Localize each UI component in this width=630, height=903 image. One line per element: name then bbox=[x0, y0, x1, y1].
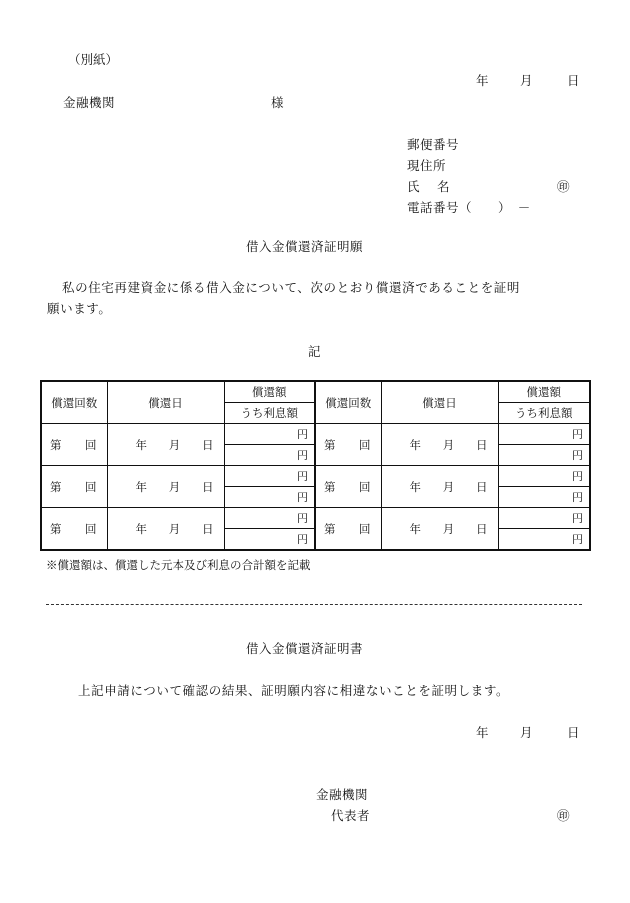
kai-text: 回 bbox=[85, 437, 97, 452]
year-text: 年 bbox=[135, 437, 147, 452]
kai-text: 回 bbox=[85, 479, 97, 494]
count-cell bbox=[41, 466, 107, 508]
amount-cell: 円 bbox=[224, 424, 315, 445]
header-interest: うち利息額 bbox=[224, 403, 315, 424]
table-footnote: ※償還額は、償還した元本及び利息の合計額を記載 bbox=[46, 558, 311, 572]
certificate-body: 上記申請について確認の結果、証明願内容に相違ないことを証明します。 bbox=[78, 683, 510, 698]
month-text: 月 bbox=[168, 479, 181, 494]
count-cell bbox=[315, 424, 381, 466]
addressee-honorific: 様 bbox=[271, 95, 284, 110]
day-text: 日 bbox=[202, 437, 214, 452]
address-label: 現住所 bbox=[407, 158, 447, 173]
table-row bbox=[41, 466, 590, 487]
cut-line-divider bbox=[46, 604, 582, 605]
certificate-day: 日 bbox=[567, 725, 580, 740]
kai-text: 回 bbox=[359, 437, 371, 452]
attachment-label: （別紙） bbox=[68, 52, 119, 67]
kai-text: 回 bbox=[359, 479, 371, 494]
day-text: 日 bbox=[476, 437, 488, 452]
date-cell bbox=[381, 424, 498, 466]
count-cell bbox=[41, 508, 107, 551]
count-cell bbox=[41, 424, 107, 466]
year-text: 年 bbox=[409, 521, 421, 536]
issuer-institution: 金融機関 bbox=[316, 787, 369, 802]
interest-cell: 円 bbox=[224, 529, 315, 551]
dai-text: 第 bbox=[324, 479, 336, 494]
day-text: 日 bbox=[476, 479, 488, 494]
interest-cell: 円 bbox=[224, 445, 315, 466]
certificate-month: 月 bbox=[520, 725, 533, 740]
dai-text: 第 bbox=[50, 521, 62, 536]
header-count: 償還回数 bbox=[315, 381, 381, 424]
kai-text: 回 bbox=[359, 521, 371, 536]
table-row bbox=[41, 424, 590, 445]
month-text: 月 bbox=[442, 479, 455, 494]
amount-cell: 円 bbox=[224, 466, 315, 487]
date-month: 月 bbox=[520, 73, 533, 88]
table-row bbox=[41, 508, 590, 529]
table-header-row bbox=[41, 381, 590, 403]
header-count: 償還回数 bbox=[41, 381, 107, 424]
dai-text: 第 bbox=[50, 437, 62, 452]
header-date: 償還日 bbox=[107, 381, 224, 424]
postal-code-label: 郵便番号 bbox=[407, 137, 460, 152]
interest-cell: 円 bbox=[224, 487, 315, 508]
year-text: 年 bbox=[409, 437, 421, 452]
header-interest: うち利息額 bbox=[498, 403, 590, 424]
addressee-institution: 金融機関 bbox=[63, 95, 116, 110]
date-cell bbox=[107, 508, 224, 551]
phone-label: 電話番号（ ） － bbox=[407, 200, 531, 215]
issuer-seal: ㊞ bbox=[557, 808, 570, 823]
amount-cell: 円 bbox=[498, 508, 590, 529]
interest-cell: 円 bbox=[498, 445, 590, 466]
issuer-representative: 代表者 bbox=[331, 808, 371, 823]
interest-cell: 円 bbox=[498, 529, 590, 551]
header-date: 償還日 bbox=[381, 381, 498, 424]
day-text: 日 bbox=[202, 521, 214, 536]
date-year: 年 bbox=[476, 73, 489, 88]
dai-text: 第 bbox=[50, 479, 62, 494]
repayment-table bbox=[40, 380, 591, 551]
month-text: 月 bbox=[168, 437, 181, 452]
ki-label: 記 bbox=[308, 344, 321, 359]
dai-text: 第 bbox=[324, 521, 336, 536]
month-text: 月 bbox=[442, 521, 455, 536]
name-label-2: 名 bbox=[437, 179, 450, 194]
year-text: 年 bbox=[135, 521, 147, 536]
dai-text: 第 bbox=[324, 437, 336, 452]
count-cell bbox=[315, 508, 381, 551]
day-text: 日 bbox=[202, 479, 214, 494]
header-amount: 償還額 bbox=[498, 381, 590, 403]
month-text: 月 bbox=[168, 521, 181, 536]
day-text: 日 bbox=[476, 521, 488, 536]
date-cell bbox=[381, 466, 498, 508]
amount-cell: 円 bbox=[498, 424, 590, 445]
certificate-title: 借入金償還済証明書 bbox=[246, 641, 364, 656]
amount-cell: 円 bbox=[498, 466, 590, 487]
date-cell bbox=[107, 424, 224, 466]
interest-cell: 円 bbox=[498, 487, 590, 508]
date-day: 日 bbox=[567, 73, 580, 88]
applicant-seal: ㊞ bbox=[557, 179, 570, 194]
month-text: 月 bbox=[442, 437, 455, 452]
request-title: 借入金償還済証明願 bbox=[246, 239, 364, 254]
year-text: 年 bbox=[409, 479, 421, 494]
date-cell bbox=[381, 508, 498, 551]
amount-cell: 円 bbox=[224, 508, 315, 529]
request-body-line1: 私の住宅再建資金に係る借入金について、次のとおり償還済であることを証明 bbox=[62, 280, 521, 295]
header-amount: 償還額 bbox=[224, 381, 315, 403]
count-cell bbox=[315, 466, 381, 508]
date-cell bbox=[107, 466, 224, 508]
kai-text: 回 bbox=[85, 521, 97, 536]
name-label-1: 氏 bbox=[407, 179, 420, 194]
year-text: 年 bbox=[135, 479, 147, 494]
request-body-line2: 願います。 bbox=[47, 301, 112, 316]
certificate-year: 年 bbox=[476, 725, 489, 740]
